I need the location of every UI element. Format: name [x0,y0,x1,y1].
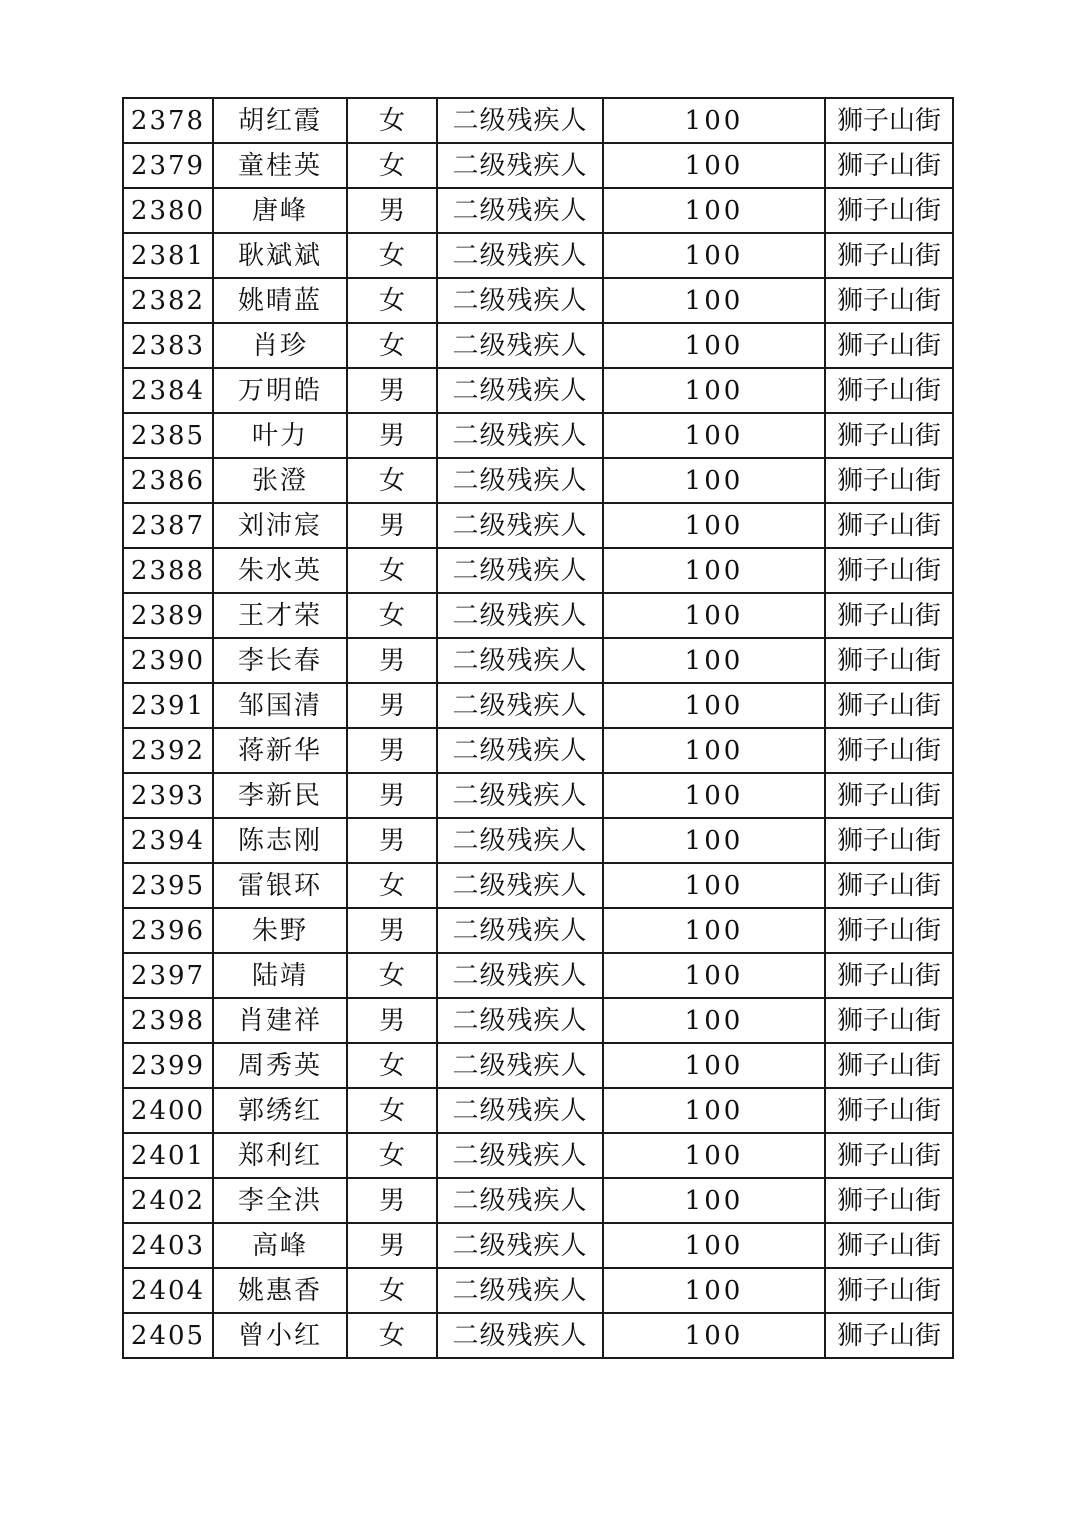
amount-cell: 100 [603,98,825,143]
street-cell: 狮子山街 [825,143,953,188]
category-cell: 二级残疾人 [437,773,603,818]
table-row [123,683,953,728]
category-cell: 二级残疾人 [437,413,603,458]
sex-cell: 女 [347,458,437,503]
amount-cell: 100 [603,503,825,548]
category-cell: 二级残疾人 [437,998,603,1043]
category-cell: 二级残疾人 [437,728,603,773]
table-row [123,998,953,1043]
sex-cell: 女 [347,233,437,278]
category-cell: 二级残疾人 [437,278,603,323]
sex-cell: 男 [347,413,437,458]
amount-cell: 100 [603,863,825,908]
street-cell: 狮子山街 [825,413,953,458]
street-cell: 狮子山街 [825,908,953,953]
table-row [123,728,953,773]
name-cell: 童桂英 [213,143,347,188]
sex-cell: 男 [347,818,437,863]
street-cell: 狮子山街 [825,998,953,1043]
row-number-cell: 2392 [123,728,213,773]
table-row [123,1268,953,1313]
row-number-cell: 2379 [123,143,213,188]
name-cell: 刘沛宸 [213,503,347,548]
name-cell: 陈志刚 [213,818,347,863]
sex-cell: 男 [347,998,437,1043]
sex-cell: 女 [347,1043,437,1088]
category-cell: 二级残疾人 [437,188,603,233]
category-cell: 二级残疾人 [437,323,603,368]
street-cell: 狮子山街 [825,863,953,908]
sex-cell: 男 [347,728,437,773]
category-cell: 二级残疾人 [437,143,603,188]
amount-cell: 100 [603,1088,825,1133]
amount-cell: 100 [603,278,825,323]
category-cell: 二级残疾人 [437,233,603,278]
table-row [123,863,953,908]
sex-cell: 男 [347,1223,437,1268]
table-row [123,548,953,593]
category-cell: 二级残疾人 [437,458,603,503]
category-cell: 二级残疾人 [437,548,603,593]
category-cell: 二级残疾人 [437,1088,603,1133]
street-cell: 狮子山街 [825,683,953,728]
name-cell: 蒋新华 [213,728,347,773]
street-cell: 狮子山街 [825,1133,953,1178]
amount-cell: 100 [603,323,825,368]
category-cell: 二级残疾人 [437,638,603,683]
row-number-cell: 2388 [123,548,213,593]
street-cell: 狮子山街 [825,1268,953,1313]
row-number-cell: 2404 [123,1268,213,1313]
table-row [123,188,953,233]
name-cell: 邹国清 [213,683,347,728]
name-cell: 王才荣 [213,593,347,638]
category-cell: 二级残疾人 [437,1133,603,1178]
street-cell: 狮子山街 [825,233,953,278]
category-cell: 二级残疾人 [437,1268,603,1313]
row-number-cell: 2405 [123,1313,213,1358]
street-cell: 狮子山街 [825,323,953,368]
table-row [123,773,953,818]
table-row [123,278,953,323]
sex-cell: 女 [347,143,437,188]
name-cell: 朱水英 [213,548,347,593]
amount-cell: 100 [603,908,825,953]
category-cell: 二级残疾人 [437,503,603,548]
name-cell: 陆靖 [213,953,347,998]
sex-cell: 男 [347,1178,437,1223]
table-row [123,143,953,188]
amount-cell: 100 [603,638,825,683]
category-cell: 二级残疾人 [437,593,603,638]
sex-cell: 男 [347,683,437,728]
amount-cell: 100 [603,368,825,413]
street-cell: 狮子山街 [825,278,953,323]
table-row [123,503,953,548]
amount-cell: 100 [603,593,825,638]
category-cell: 二级残疾人 [437,98,603,143]
amount-cell: 100 [603,413,825,458]
name-cell: 姚晴蓝 [213,278,347,323]
street-cell: 狮子山街 [825,728,953,773]
row-number-cell: 2398 [123,998,213,1043]
row-number-cell: 2397 [123,953,213,998]
amount-cell: 100 [603,683,825,728]
row-number-cell: 2400 [123,1088,213,1133]
category-cell: 二级残疾人 [437,863,603,908]
row-number-cell: 2389 [123,593,213,638]
category-cell: 二级残疾人 [437,683,603,728]
sex-cell: 女 [347,593,437,638]
name-cell: 唐峰 [213,188,347,233]
amount-cell: 100 [603,233,825,278]
sex-cell: 女 [347,98,437,143]
sex-cell: 男 [347,188,437,233]
table-row [123,1133,953,1178]
amount-cell: 100 [603,1313,825,1358]
street-cell: 狮子山街 [825,1223,953,1268]
row-number-cell: 2386 [123,458,213,503]
amount-cell: 100 [603,998,825,1043]
table-row [123,1313,953,1358]
street-cell: 狮子山街 [825,818,953,863]
name-cell: 耿斌斌 [213,233,347,278]
name-cell: 叶力 [213,413,347,458]
name-cell: 李全洪 [213,1178,347,1223]
table-row [123,1088,953,1133]
street-cell: 狮子山街 [825,368,953,413]
street-cell: 狮子山街 [825,98,953,143]
name-cell: 姚惠香 [213,1268,347,1313]
category-cell: 二级残疾人 [437,818,603,863]
name-cell: 周秀英 [213,1043,347,1088]
name-cell: 雷银环 [213,863,347,908]
sex-cell: 女 [347,323,437,368]
table-row [123,233,953,278]
sex-cell: 女 [347,1313,437,1358]
sex-cell: 女 [347,863,437,908]
amount-cell: 100 [603,1268,825,1313]
sex-cell: 女 [347,548,437,593]
row-number-cell: 2384 [123,368,213,413]
category-cell: 二级残疾人 [437,1043,603,1088]
roster-table [122,97,954,1359]
row-number-cell: 2396 [123,908,213,953]
sex-cell: 男 [347,503,437,548]
table-row [123,638,953,683]
name-cell: 李新民 [213,773,347,818]
name-cell: 朱野 [213,908,347,953]
street-cell: 狮子山街 [825,458,953,503]
category-cell: 二级残疾人 [437,908,603,953]
name-cell: 高峰 [213,1223,347,1268]
amount-cell: 100 [603,773,825,818]
street-cell: 狮子山街 [825,953,953,998]
table-row [123,1223,953,1268]
name-cell: 李长春 [213,638,347,683]
row-number-cell: 2390 [123,638,213,683]
row-number-cell: 2401 [123,1133,213,1178]
row-number-cell: 2402 [123,1178,213,1223]
amount-cell: 100 [603,818,825,863]
amount-cell: 100 [603,1133,825,1178]
amount-cell: 100 [603,188,825,233]
amount-cell: 100 [603,728,825,773]
row-number-cell: 2403 [123,1223,213,1268]
sex-cell: 女 [347,953,437,998]
row-number-cell: 2391 [123,683,213,728]
sex-cell: 女 [347,1133,437,1178]
row-number-cell: 2383 [123,323,213,368]
category-cell: 二级残疾人 [437,953,603,998]
street-cell: 狮子山街 [825,773,953,818]
table-row [123,368,953,413]
name-cell: 万明皓 [213,368,347,413]
name-cell: 郭绣红 [213,1088,347,1133]
street-cell: 狮子山街 [825,188,953,233]
table-row [123,908,953,953]
sex-cell: 男 [347,368,437,413]
street-cell: 狮子山街 [825,638,953,683]
table-row [123,98,953,143]
table-row [123,818,953,863]
sex-cell: 男 [347,773,437,818]
row-number-cell: 2394 [123,818,213,863]
amount-cell: 100 [603,1178,825,1223]
row-number-cell: 2382 [123,278,213,323]
table-row [123,413,953,458]
row-number-cell: 2380 [123,188,213,233]
sex-cell: 女 [347,1088,437,1133]
table-row [123,953,953,998]
street-cell: 狮子山街 [825,1088,953,1133]
amount-cell: 100 [603,1223,825,1268]
street-cell: 狮子山街 [825,1178,953,1223]
category-cell: 二级残疾人 [437,1313,603,1358]
row-number-cell: 2385 [123,413,213,458]
category-cell: 二级残疾人 [437,1223,603,1268]
roster-table-body [123,98,953,1358]
street-cell: 狮子山街 [825,1043,953,1088]
name-cell: 张澄 [213,458,347,503]
sex-cell: 女 [347,278,437,323]
row-number-cell: 2399 [123,1043,213,1088]
row-number-cell: 2395 [123,863,213,908]
street-cell: 狮子山街 [825,1313,953,1358]
name-cell: 肖珍 [213,323,347,368]
amount-cell: 100 [603,548,825,593]
sex-cell: 女 [347,1268,437,1313]
street-cell: 狮子山街 [825,593,953,638]
category-cell: 二级残疾人 [437,368,603,413]
sex-cell: 男 [347,638,437,683]
row-number-cell: 2393 [123,773,213,818]
table-row [123,593,953,638]
name-cell: 胡红霞 [213,98,347,143]
name-cell: 郑利红 [213,1133,347,1178]
row-number-cell: 2381 [123,233,213,278]
amount-cell: 100 [603,953,825,998]
row-number-cell: 2378 [123,98,213,143]
amount-cell: 100 [603,458,825,503]
street-cell: 狮子山街 [825,548,953,593]
amount-cell: 100 [603,143,825,188]
category-cell: 二级残疾人 [437,1178,603,1223]
table-row [123,1178,953,1223]
row-number-cell: 2387 [123,503,213,548]
sex-cell: 男 [347,908,437,953]
name-cell: 曾小红 [213,1313,347,1358]
table-row [123,323,953,368]
amount-cell: 100 [603,1043,825,1088]
table-row [123,458,953,503]
name-cell: 肖建祥 [213,998,347,1043]
table-row [123,1043,953,1088]
street-cell: 狮子山街 [825,503,953,548]
